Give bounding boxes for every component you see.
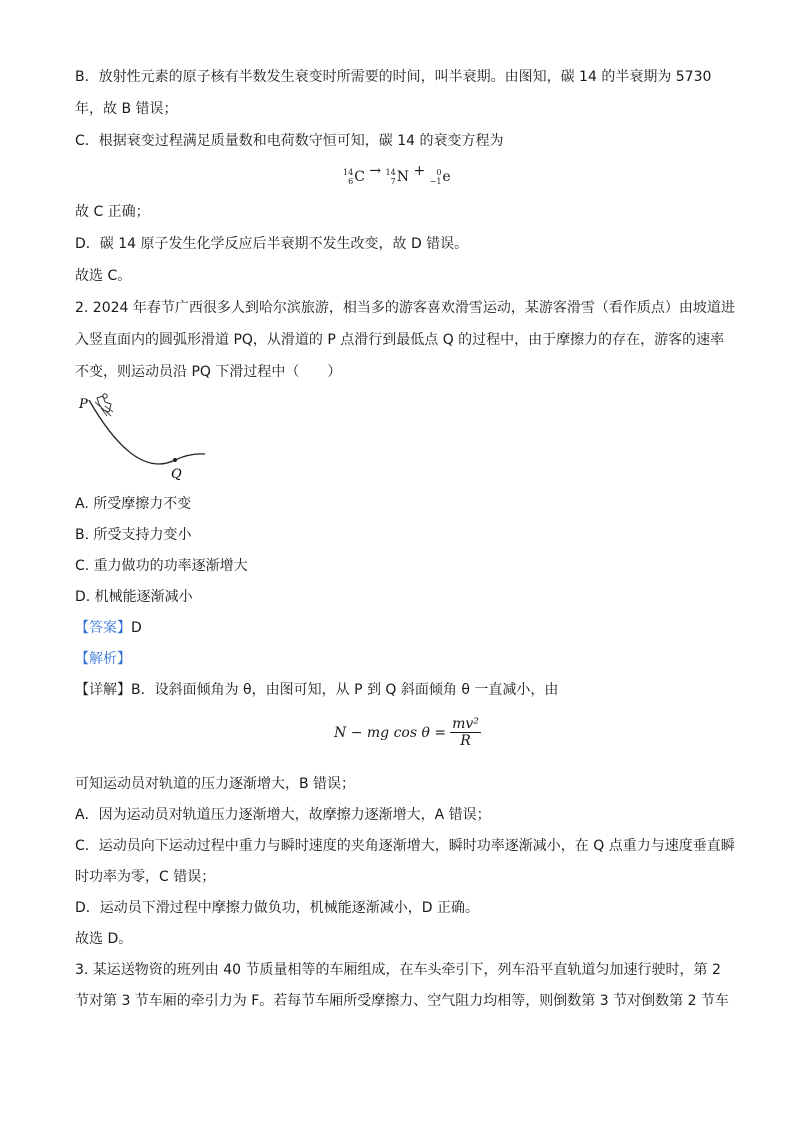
slope-figure	[75, 390, 215, 485]
detail-line: 时功率为零，C 错误；	[75, 869, 216, 885]
text-line: 故 C 正确；	[75, 204, 150, 220]
option-d: D. 机械能逐渐减小	[75, 589, 193, 605]
detail-line: 故选 D。	[75, 931, 133, 947]
text-line: D．碳 14 原子发生化学反应后半衰期不发生改变，故 D 错误。	[75, 236, 469, 252]
text-line: 故选 C。	[75, 268, 132, 284]
option-c: C. 重力做功的功率逐渐增大	[75, 558, 248, 574]
question-2-line: 不变，则运动员沿 PQ 下滑过程中（ ）	[75, 364, 342, 380]
answer-value: D	[131, 620, 142, 636]
text-line: B．放射性元素的原子核有半数发生衰变时所需要的时间，叫半衰期。由图知，碳 14 的半衰期为 5730	[75, 69, 712, 85]
text-line: C．根据衰变过程满足质量数和电荷数守恒可知，碳 14 的衰变方程为	[75, 133, 504, 149]
answer-tag: 【答案】	[75, 620, 131, 636]
answer-line	[75, 618, 142, 638]
detail-line: C．运动员向下运动过程中重力与瞬时速度的夹角逐渐增大，瞬时功率逐渐减小，在 Q 点重力与速度垂直瞬	[75, 838, 735, 854]
text-line: 年，故 B 错误；	[75, 101, 178, 117]
detail-line: 【详解】B．设斜面倾角为 θ，由图可知，从 P 到 Q 斜面倾角 θ 一直减小，由	[75, 682, 559, 698]
question-3-line: 节对第 3 节车厢的牵引力为 F。若每节车厢所受摩擦力、空气阻力均相等，则倒数第 3 节对倒数第 2 节车	[75, 993, 729, 1009]
question-3-line: 3. 某运送物资的班列由 40 节质量相等的车厢组成，在车头牵引下，列车沿平直轨道匀加速行驶时，第 2	[75, 962, 721, 978]
detail-line: 可知运动员对轨道的压力逐渐增大，B 错误；	[75, 776, 356, 792]
point-p-label: P	[79, 397, 88, 412]
option-b: B. 所受支持力变小	[75, 527, 192, 543]
option-a: A. 所受摩擦力不变	[75, 496, 192, 512]
force-equation: N − mg cos θ = $\frac{\text{mv²}}{R}$	[334, 716, 479, 749]
detail-line: D．运动员下滑过程中摩擦力做负功，机械能逐渐减小，D 正确。	[75, 900, 480, 916]
question-2-line: 入竖直面内的圆弧形滑道 PQ，从滑道的 P 点滑行到最低点 Q 的过程中，由于摩擦力的存在，游客的速率	[75, 332, 725, 348]
skier-icon	[95, 394, 113, 416]
detail-line: A．因为运动员对轨道压力逐渐增大，故摩擦力逐渐增大，A 错误；	[75, 807, 491, 823]
analysis-tag: 【解析】	[75, 651, 131, 667]
detail-tag: 【详解】	[75, 682, 131, 698]
question-2-line: 2. 2024 年春节广西很多人到哈尔滨旅游，相当多的游客喜欢滑雪运动，某游客滑雪（看作质点）由坡道进	[75, 300, 735, 316]
point-q-label: Q	[171, 467, 182, 482]
decay-equation: 14 6 C → 14 7 N + 0 −1 e	[343, 163, 451, 186]
